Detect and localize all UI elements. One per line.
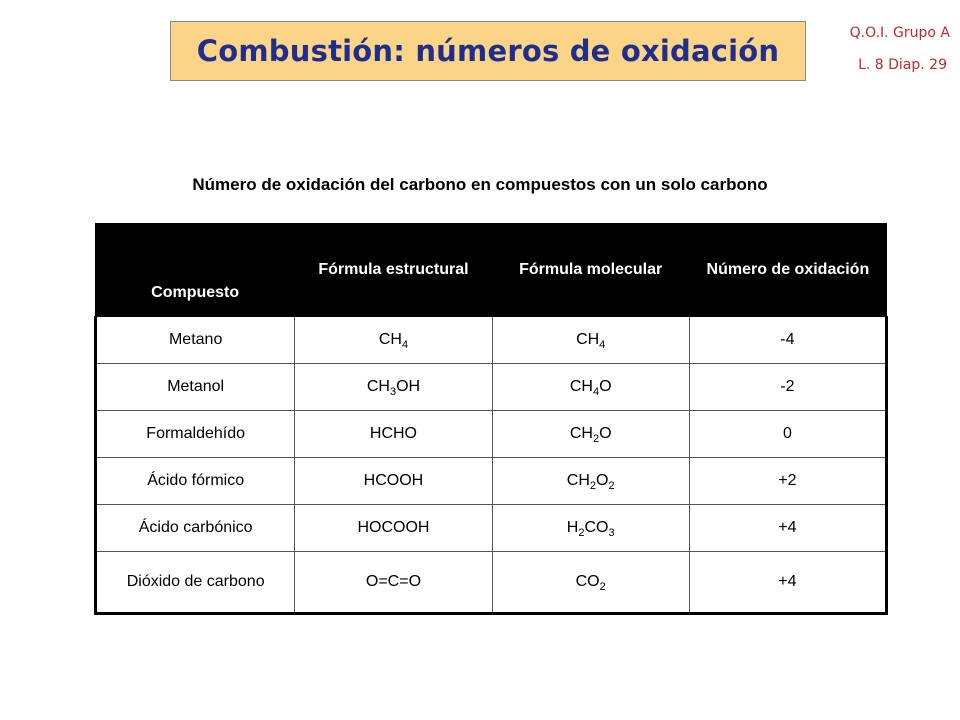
molecular-formula: $CH_4O$ (492, 364, 689, 411)
table-header-row (96, 224, 887, 317)
structural-formula: HOCOOH (295, 505, 492, 552)
table-row (96, 505, 887, 552)
header-compound: Compuesto (96, 224, 295, 317)
compound-name: Ácido carbónico (96, 505, 295, 552)
table-row (96, 411, 887, 458)
molecular-formula: $CO_2$ (492, 552, 689, 614)
oxidation-table (94, 223, 888, 615)
molecular-formula: $CH_2O_2$ (492, 458, 689, 505)
table-row (96, 552, 887, 614)
table-caption: Número de oxidación del carbono en compuestos con un solo carbono (192, 175, 768, 194)
compound-name: Formaldehído (96, 411, 295, 458)
table-row (96, 317, 887, 364)
oxidation-number: +4 (689, 505, 886, 552)
oxidation-number: -2 (689, 364, 886, 411)
table-row (96, 364, 887, 411)
header-oxidation-number: Número de oxidación (689, 224, 886, 317)
oxidation-number: -4 (689, 317, 886, 364)
oxidation-number: 0 (689, 411, 886, 458)
oxidation-number: +2 (689, 458, 886, 505)
slide-title: Combustión: números de oxidación (196, 34, 780, 68)
title-box (170, 21, 806, 81)
molecular-formula: $H_2CO_3$ (492, 505, 689, 552)
structural-formula: $CH_4$ (295, 317, 492, 364)
compound-name: Ácido fórmico (96, 458, 295, 505)
structural-formula: $CH_3OH$ (295, 364, 492, 411)
structural-formula: HCHO (295, 411, 492, 458)
structural-formula: O=C=O (295, 552, 492, 614)
molecular-formula: $CH_2O$ (492, 411, 689, 458)
oxidation-number: +4 (689, 552, 886, 614)
compound-name: Metano (96, 317, 295, 364)
header-structural-formula: Fórmula estructural (295, 224, 492, 317)
compound-name: Metanol (96, 364, 295, 411)
header-molecular-formula: Fórmula molecular (492, 224, 689, 317)
structural-formula: HCOOH (295, 458, 492, 505)
course-label: Q.O.I. Grupo A (849, 25, 950, 41)
molecular-formula: $CH_4$ (492, 317, 689, 364)
slide-reference: L. 8 Diap. 29 (858, 57, 947, 73)
table-row (96, 458, 887, 505)
compound-name: Dióxido de carbono (96, 552, 295, 614)
